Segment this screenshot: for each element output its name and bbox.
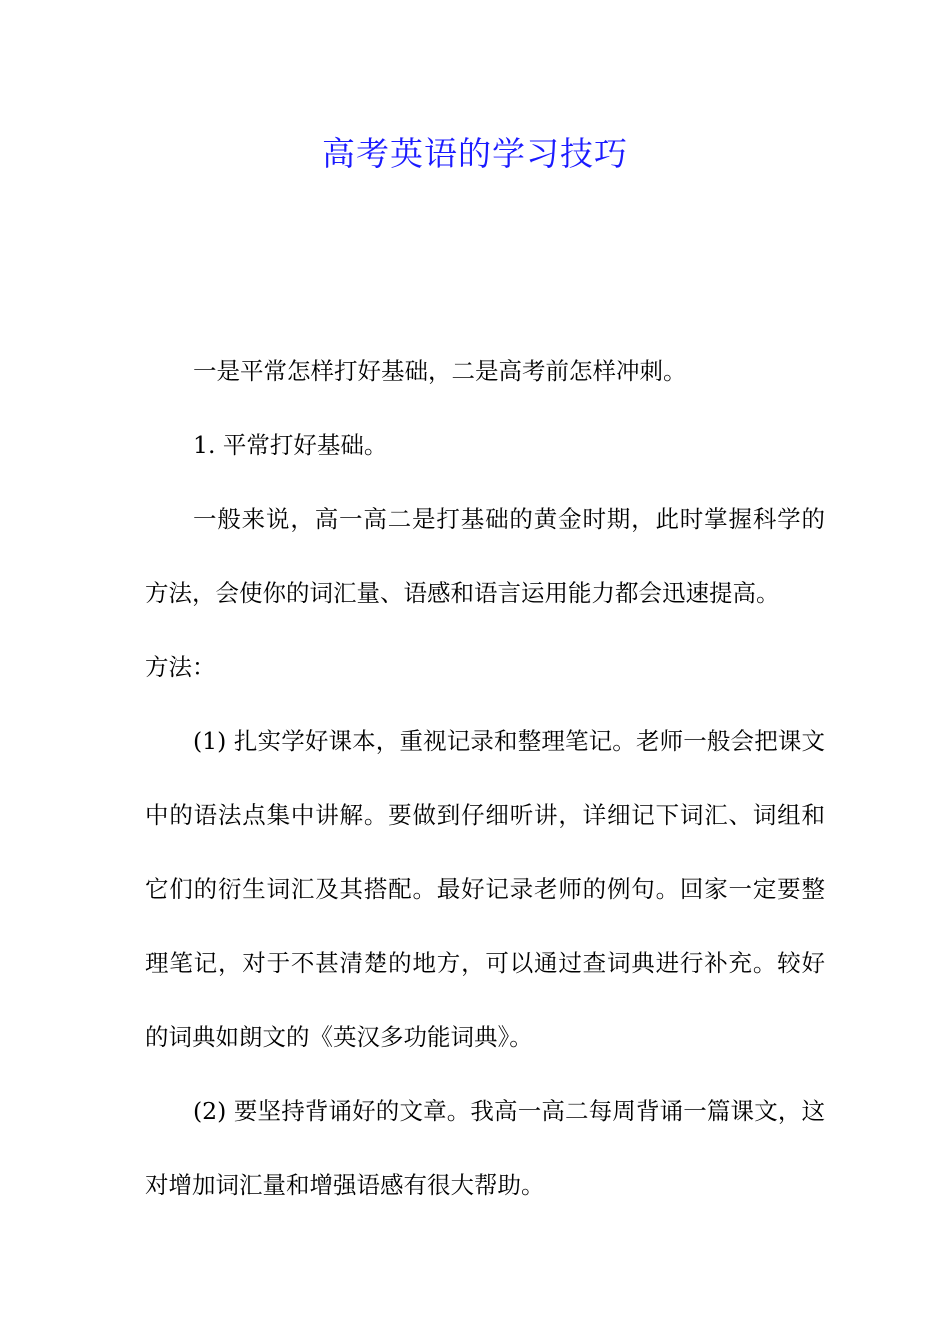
paragraph-methods-label: 方法： [145,653,216,681]
paragraph-method-1: (1) 扎实学好课本，重视记录和整理笔记。老师一般会把课文中的语法点集中讲解。要做到仔细听讲，详细记下词汇、词组和它们的衍生词汇及其搭配。最好记录老师的例句。回家一定要整理笔记，对于不甚清楚的地方，可以通过查词典进行补充。较好的词典如朗文的《英汉多功能词典》。 [145,727,825,1051]
document-body [145,334,825,1222]
paragraph-intro: 一是平常怎样打好基础，二是高考前怎样冲刺。 [193,357,687,385]
paragraph-method-2: (2) 要坚持背诵好的文章。我高一高二每周背诵一篇课文，这对增加词汇量和增强语感有很大帮助。 [145,1097,825,1199]
document-title: 高考英语的学习技巧 [322,134,628,173]
paragraph-section-1-heading: 1. 平常打好基础。 [193,431,388,459]
paragraph-foundation: 一般来说，高一高二是打基础的黄金时期，此时掌握科学的方法，会使你的词汇量、语感和语言运用能力都会迅速提高。 [145,505,825,607]
